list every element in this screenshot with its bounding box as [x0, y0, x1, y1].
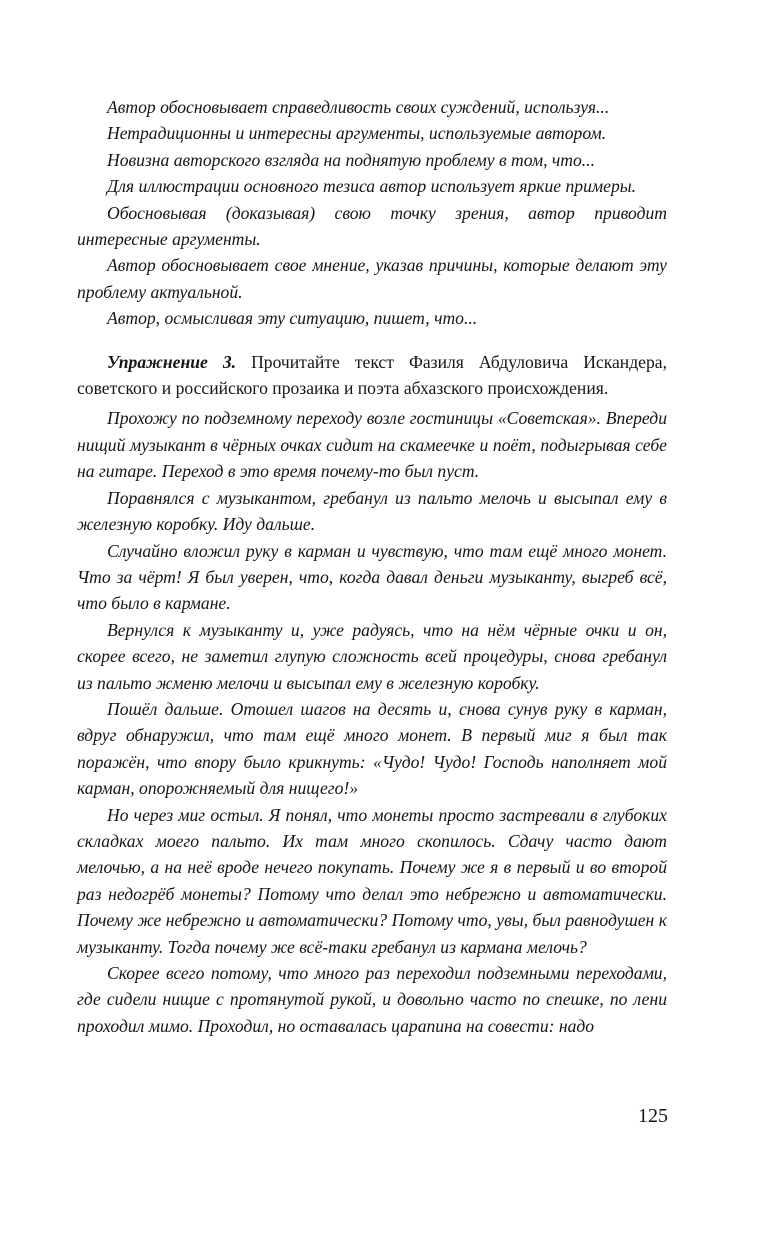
- example-phrase: Для иллюстрации основного тезиса автор использует яркие примеры.: [107, 176, 637, 197]
- example-phrase: Новизна авторского взгляда на поднятую проблему в том, что...: [107, 149, 595, 170]
- story-paragraph: Скорее всего потому, что много раз переходил подземными переходами, где сидели нищие с протянутой рукой, и довольно часто по спешке, по лени проходил мимо. Проходил, но оставалась царапина на совести: надо: [77, 963, 667, 1036]
- exercise-label: Упражнение 3.: [107, 351, 237, 372]
- story-paragraph: Вернулся к музыканту и, уже радуясь, что на нём чёрные очки и он, скорее всего, не заметил глупую сложность всей процедуры, снова гребанул из пальто жменю мелочи и высыпал ему в железную коробку.: [77, 619, 667, 693]
- example-phrase: Автор обосновывает справедливость своих суждений, используя...: [107, 97, 610, 117]
- story-paragraph: Но через миг остыл. Я понял, что монеты просто застревали в глубоких складках моего пальто. Их там много скопилось. Сдачу часто дают мелочью, а на неё вроде нечего покупать. Почему же я в первый и во второй раз недогрёб монеты? Потому что делал это небрежно и автоматически. Почему же небрежно и автоматически? Потому что, увы, был равнодушен к музыканту. Тогда почему же всё-таки гребанул из кармана мелочь?: [77, 804, 667, 957]
- example-phrase: Нетрадиционны и интересны аргументы, используемые автором.: [107, 123, 607, 144]
- page-body: [77, 94, 667, 1039]
- exercise-text: Прочитайте текст Фазиля Абдуловича Искандера, советского и российского прозаика и поэта абхазского происхождения.: [77, 351, 667, 399]
- story-text: [77, 405, 667, 1039]
- page-number: 125: [638, 1105, 668, 1127]
- example-phrases-list: [77, 94, 667, 332]
- story-paragraph: Пошёл дальше. Отошел шагов на десять и, снова сунув руку в карман, вдруг обнаружил, что там ещё много монет. В первый миг я был так поражён, что впору было крикнуть: «Чудо! Чудо! Господь наполняет мой карман, опорожняемый для нищего!»: [77, 698, 667, 799]
- example-phrase: Автор обосновывает свое мнение, указав причины, которые делают эту проблему актуальной.: [77, 255, 667, 302]
- example-phrase: Автор, осмысливая эту ситуацию, пишет, что...: [107, 308, 478, 329]
- story-paragraph: Поравнялся с музыкантом, гребанул из пальто мелочь и высыпал ему в железную коробку. Иду дальше.: [77, 487, 667, 535]
- exercise-heading-paragraph: [77, 349, 667, 402]
- story-paragraph: Случайно вложил руку в карман и чувствую, что там ещё много монет. Что за чёрт! Я был уверен, что, когда давал деньги музыканту, выгреб всё, что было в кармане.: [77, 540, 667, 614]
- example-phrase: Обосновывая (доказывая) свою точку зрения, автор приводит интересные аргументы.: [77, 202, 667, 250]
- story-paragraph: Прохожу по подземному переходу возле гостиницы «Советская». Впереди нищий музыкант в чёрных очках сидит на скамеечке и поёт, подыгрывая себе на гитаре. Переход в это время почему-то был пуст.: [77, 408, 667, 482]
- exercise-instruction: [77, 349, 667, 402]
